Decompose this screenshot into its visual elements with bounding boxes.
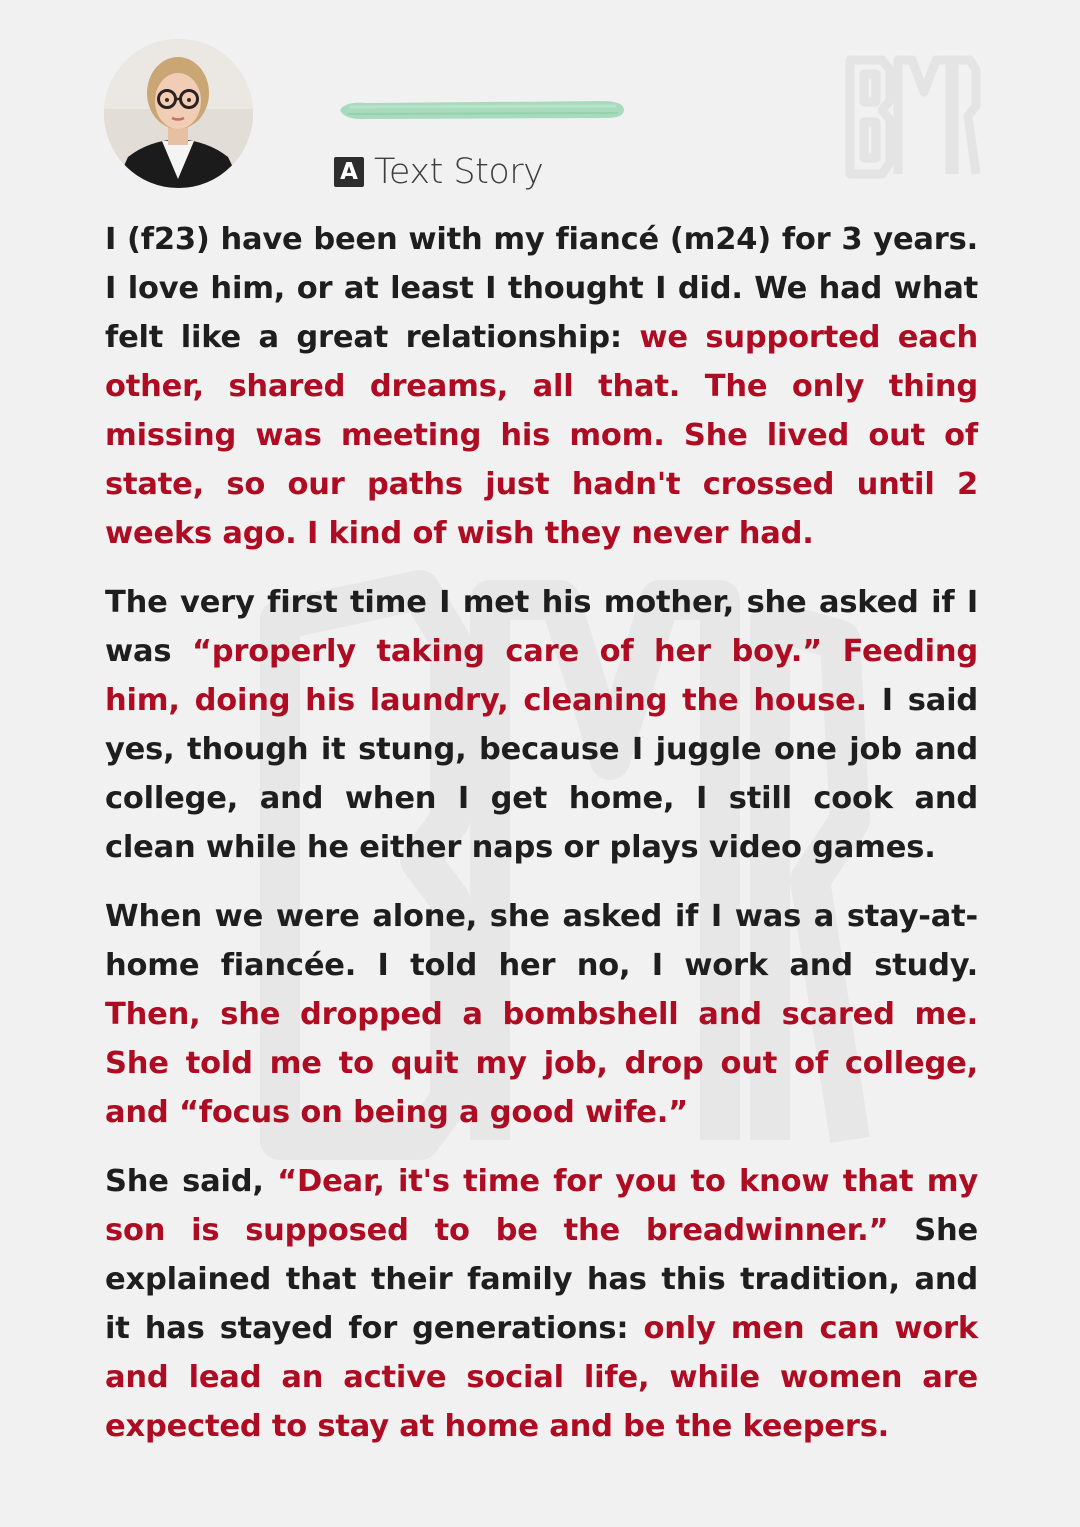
story-segment: She explained that their family has this tradition, and it has stayed for generations:	[105, 1213, 979, 1346]
bmr-watermark-logo	[842, 52, 982, 184]
story-segment-highlight: “properly taking care of her boy.” Feeding him, doing his laundry, cleaning the house.	[105, 634, 978, 718]
story-segment: When we were alone, she asked if I was a stay-at-home fiancée. I told her no, I work and study.	[105, 899, 978, 983]
story-segment: I said yes, though it stung, because I juggle one job and college, and when I get home, I still cook and clean while he either naps or plays video games.	[105, 683, 978, 865]
story-segment-highlight: we supported each other, shared dreams, all that. The only thing missing was meeting his mom. She lived out of state, so our paths just hadn't crossed until 2 weeks ago. I kind of wish they never had.	[105, 320, 978, 551]
story-segment: She said,	[105, 1164, 278, 1199]
story-segment-highlight: only men can work and lead an active social life, while women are expected to stay at home and be the keepers.	[105, 1311, 978, 1444]
redacted-username	[336, 96, 628, 124]
story-segment: I (f23) have been with my fiancé (m24) for 3 years. I love him, or at least I thought I did. We had what felt like a great relationship:	[105, 222, 978, 355]
author-avatar	[104, 39, 253, 188]
letter-a-icon: A	[334, 157, 364, 187]
story-text	[105, 215, 978, 1471]
story-type-label: Text Story	[374, 152, 544, 192]
story-segment: The very first time I met his mother, she asked if I was	[105, 585, 978, 669]
story-paragraph	[105, 892, 978, 1137]
story-segment-highlight: Then, she dropped a bombshell and scared me. She told me to quit my job, drop out of college, and “focus on being a good wife.”	[105, 997, 978, 1130]
story-paragraph	[105, 578, 978, 872]
story-segment-highlight: “Dear, it's time for you to know that my son is supposed to be the breadwinner.”	[105, 1164, 979, 1248]
story-paragraph	[105, 215, 978, 558]
story-type-tag	[334, 152, 543, 192]
story-paragraph	[105, 1157, 978, 1451]
